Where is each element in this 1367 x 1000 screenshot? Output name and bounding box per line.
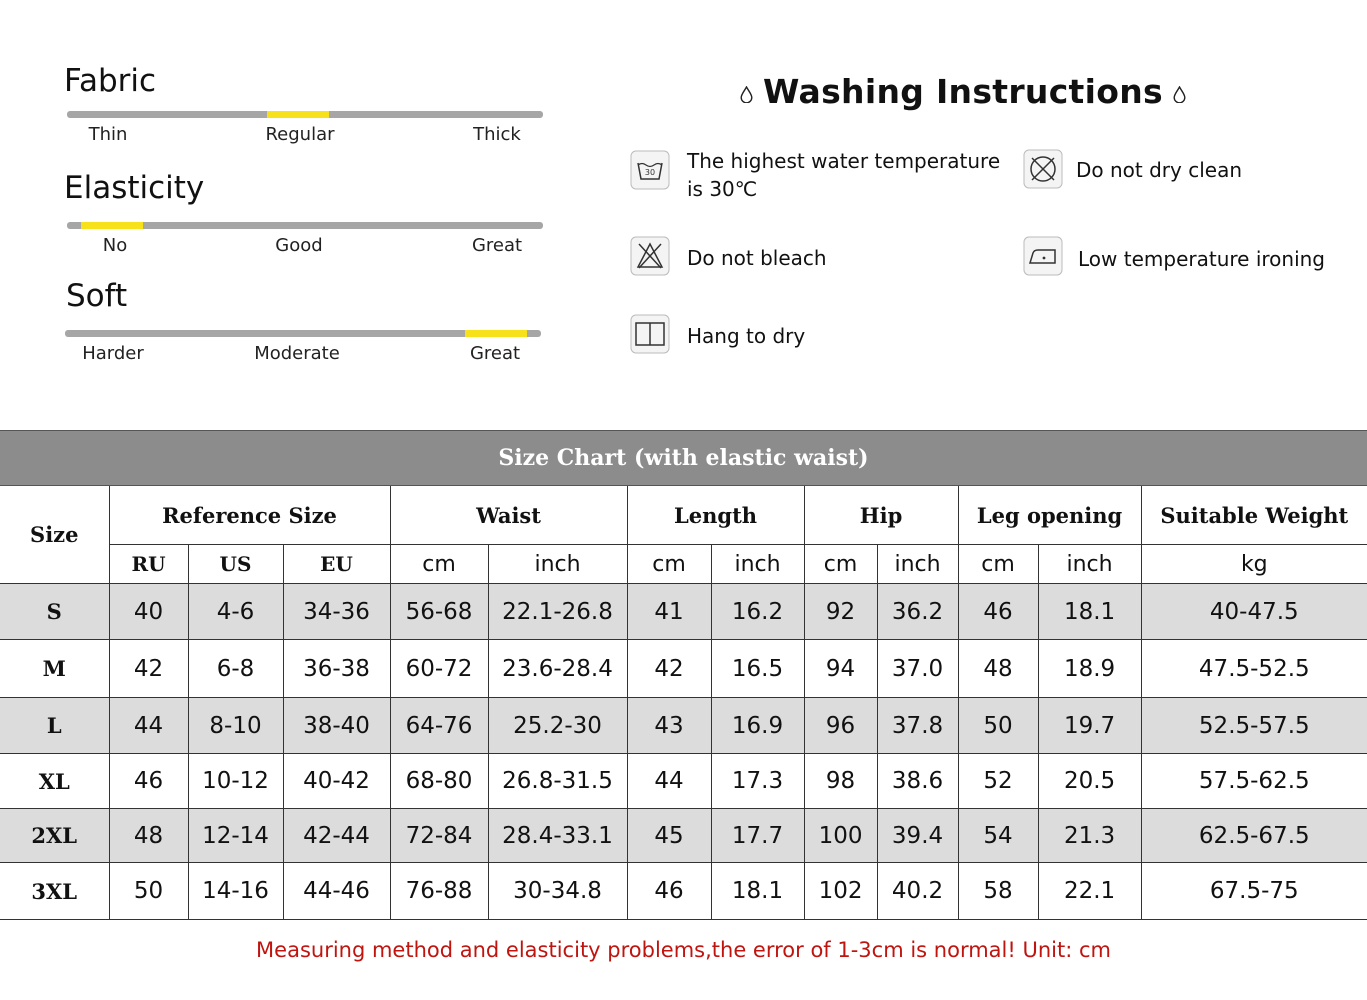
no-dry-clean-text: Do not dry clean <box>1076 158 1243 182</box>
table-cell: 37.8 <box>877 698 958 754</box>
table-cell: 72-84 <box>390 809 488 863</box>
table-cell: 40.2 <box>877 863 958 920</box>
table-cell: 57.5-62.5 <box>1141 754 1367 809</box>
soft-scale-bar <box>65 330 541 337</box>
size-cell: L <box>0 698 109 754</box>
table-cell: 12-14 <box>188 809 283 863</box>
table-cell: 14-16 <box>188 863 283 920</box>
unit-header-row <box>0 545 1367 584</box>
size-chart-body <box>0 584 1367 920</box>
table-cell: 50 <box>958 698 1038 754</box>
suitable-weight-header: Suitable Weight <box>1141 486 1367 545</box>
table-cell: 42-44 <box>283 809 390 863</box>
measurement-note: Measuring method and elasticity problems,the error of 1-3cm is normal! Unit: cm <box>256 938 1111 962</box>
table-cell: 48 <box>958 640 1038 698</box>
table-cell: 18.1 <box>1038 584 1141 640</box>
size-cell: 2XL <box>0 809 109 863</box>
table-cell: 34-36 <box>283 584 390 640</box>
scale-label: Good <box>275 235 323 256</box>
table-cell: 22.1-26.8 <box>488 584 627 640</box>
water-drop-icon <box>740 86 753 103</box>
fabric-level-indicator <box>267 111 329 118</box>
attribute-title: Fabric <box>64 63 157 99</box>
wash-temperature-line2: is 30℃ <box>687 177 758 201</box>
wash-30-icon <box>630 150 670 190</box>
table-cell: 36.2 <box>877 584 958 640</box>
size-header: Size <box>0 486 109 584</box>
table-row <box>0 863 1367 920</box>
table-cell: 48 <box>109 809 188 863</box>
table-cell: 98 <box>804 754 877 809</box>
table-cell: 42 <box>109 640 188 698</box>
unit-header: inch <box>711 545 804 584</box>
unit-header: US <box>188 545 283 584</box>
table-cell: 25.2-30 <box>488 698 627 754</box>
table-cell: 18.9 <box>1038 640 1141 698</box>
low-iron-icon <box>1023 236 1063 276</box>
unit-header: EU <box>283 545 390 584</box>
size-chart-table <box>0 486 1367 920</box>
table-cell: 45 <box>627 809 711 863</box>
table-cell: 62.5-67.5 <box>1141 809 1367 863</box>
table-cell: 4-6 <box>188 584 283 640</box>
table-row <box>0 698 1367 754</box>
unit-header: cm <box>804 545 877 584</box>
table-cell: 17.7 <box>711 809 804 863</box>
table-cell: 102 <box>804 863 877 920</box>
table-cell: 40-47.5 <box>1141 584 1367 640</box>
table-cell: 20.5 <box>1038 754 1141 809</box>
table-cell: 16.5 <box>711 640 804 698</box>
table-cell: 23.6-28.4 <box>488 640 627 698</box>
table-cell: 28.4-33.1 <box>488 809 627 863</box>
scale-label: Great <box>469 343 521 364</box>
table-cell: 30-34.8 <box>488 863 627 920</box>
table-cell: 40 <box>109 584 188 640</box>
unit-header: inch <box>877 545 958 584</box>
table-cell: 58 <box>958 863 1038 920</box>
table-cell: 38.6 <box>877 754 958 809</box>
no-bleach-text: Do not bleach <box>687 246 827 270</box>
table-cell: 46 <box>958 584 1038 640</box>
length-header: Length <box>627 486 804 545</box>
soft-level-indicator <box>465 330 527 337</box>
water-drop-icon <box>1173 86 1186 103</box>
unit-header: cm <box>627 545 711 584</box>
table-cell: 92 <box>804 584 877 640</box>
table-cell: 6-8 <box>188 640 283 698</box>
scale-label: Thick <box>473 124 521 145</box>
table-cell: 68-80 <box>390 754 488 809</box>
washing-title-text: Washing Instructions <box>763 72 1163 111</box>
reference-size-header: Reference Size <box>109 486 390 545</box>
unit-header: cm <box>390 545 488 584</box>
table-cell: 52.5-57.5 <box>1141 698 1367 754</box>
table-cell: 19.7 <box>1038 698 1141 754</box>
no-bleach-icon <box>630 236 670 276</box>
table-cell: 39.4 <box>877 809 958 863</box>
table-cell: 16.9 <box>711 698 804 754</box>
scale-label: Harder <box>82 343 144 364</box>
table-cell: 44 <box>109 698 188 754</box>
table-row <box>0 754 1367 809</box>
unit-header: inch <box>488 545 627 584</box>
low-iron-text: Low temperature ironing <box>1078 247 1325 271</box>
leg-opening-header: Leg opening <box>958 486 1141 545</box>
table-cell: 17.3 <box>711 754 804 809</box>
table-cell: 54 <box>958 809 1038 863</box>
table-cell: 44 <box>627 754 711 809</box>
table-cell: 8-10 <box>188 698 283 754</box>
table-cell: 96 <box>804 698 877 754</box>
table-row <box>0 584 1367 640</box>
table-cell: 46 <box>627 863 711 920</box>
wash-temperature-line1: The highest water temperature <box>687 149 1001 173</box>
table-cell: 37.0 <box>877 640 958 698</box>
table-row <box>0 640 1367 698</box>
table-cell: 18.1 <box>711 863 804 920</box>
hang-dry-text: Hang to dry <box>687 324 806 348</box>
scale-label: Thin <box>88 124 128 145</box>
hang-dry-icon <box>630 314 670 354</box>
size-cell: 3XL <box>0 863 109 920</box>
elasticity-level-indicator <box>81 222 143 229</box>
table-cell: 46 <box>109 754 188 809</box>
table-cell: 94 <box>804 640 877 698</box>
unit-header: inch <box>1038 545 1141 584</box>
table-cell: 52 <box>958 754 1038 809</box>
table-cell: 38-40 <box>283 698 390 754</box>
washing-title <box>730 72 1196 111</box>
wash-temp-badge: 30 <box>644 168 656 177</box>
scale-label: No <box>102 235 128 256</box>
unit-header: RU <box>109 545 188 584</box>
table-cell: 56-68 <box>390 584 488 640</box>
table-cell: 42 <box>627 640 711 698</box>
table-cell: 40-42 <box>283 754 390 809</box>
table-cell: 16.2 <box>711 584 804 640</box>
table-cell: 36-38 <box>283 640 390 698</box>
table-cell: 47.5-52.5 <box>1141 640 1367 698</box>
table-cell: 41 <box>627 584 711 640</box>
unit-header: kg <box>1141 545 1367 584</box>
fabric-scale-bar <box>67 111 543 118</box>
wash-temperature-text <box>687 147 1000 203</box>
table-cell: 21.3 <box>1038 809 1141 863</box>
size-chart-title: Size Chart (with elastic waist) <box>0 430 1367 486</box>
size-cell: XL <box>0 754 109 809</box>
hip-header: Hip <box>804 486 958 545</box>
table-cell: 22.1 <box>1038 863 1141 920</box>
table-row <box>0 809 1367 863</box>
attribute-title: Soft <box>66 278 128 314</box>
waist-header: Waist <box>390 486 627 545</box>
table-cell: 60-72 <box>390 640 488 698</box>
unit-header: cm <box>958 545 1038 584</box>
attribute-title: Elasticity <box>64 170 205 206</box>
table-cell: 26.8-31.5 <box>488 754 627 809</box>
size-cell: S <box>0 584 109 640</box>
scale-label: Great <box>471 235 523 256</box>
table-cell: 64-76 <box>390 698 488 754</box>
scale-label: Regular <box>265 124 335 145</box>
table-cell: 10-12 <box>188 754 283 809</box>
table-cell: 100 <box>804 809 877 863</box>
size-cell: M <box>0 640 109 698</box>
scale-label: Moderate <box>254 343 340 364</box>
table-cell: 50 <box>109 863 188 920</box>
elasticity-scale-bar <box>67 222 543 229</box>
table-cell: 67.5-75 <box>1141 863 1367 920</box>
no-dry-clean-icon <box>1023 149 1063 189</box>
table-cell: 76-88 <box>390 863 488 920</box>
group-header-row <box>0 486 1367 545</box>
table-cell: 44-46 <box>283 863 390 920</box>
table-cell: 43 <box>627 698 711 754</box>
